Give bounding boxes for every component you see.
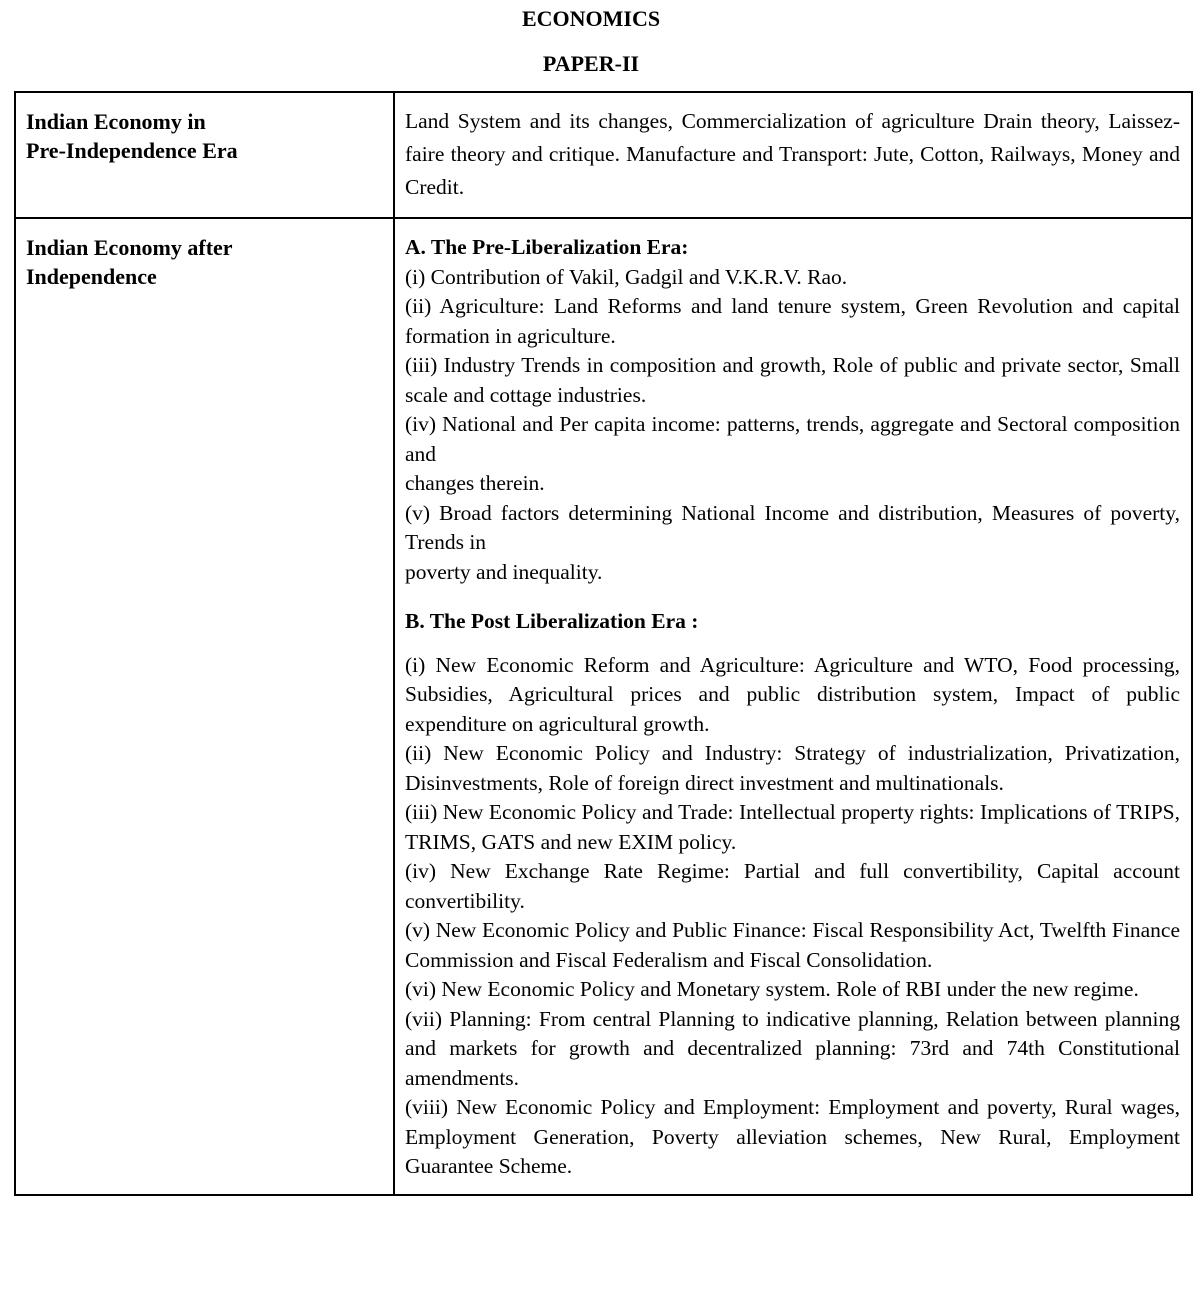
- list-item: (vi) New Economic Policy and Monetary system. Role of RBI under the new regime.: [405, 977, 1139, 1001]
- table-row: [15, 92, 1192, 218]
- table-row: [15, 218, 1192, 1195]
- list-item: (iv) New Exchange Rate Regime: Partial and full convertibility, Capital account convertibility.: [405, 859, 1180, 913]
- section-heading-b: B. The Post Liberalization Era :: [405, 609, 699, 633]
- list-item: (iv) National and Per capita income: patterns, trends, aggregate and Sectoral composition and: [405, 412, 1180, 466]
- list-item: (v) New Economic Policy and Public Finance: Fiscal Responsibility Act, Twelfth Finance Commission and Fiscal Federalism and Fiscal Consolidation.: [405, 918, 1180, 972]
- list-item: (i) New Economic Reform and Agriculture: Agriculture and WTO, Food processing, Subsidies, Agricultural prices and public distribution system, Impact of public expenditure on agricultural growth.: [405, 652, 1180, 736]
- list-item: (ii) Agriculture: Land Reforms and land tenure system, Green Revolution and capital formation in agriculture.: [405, 294, 1180, 348]
- list-item: (iii) Industry Trends in composition and growth, Role of public and private sector, Small scale and cottage industries.: [405, 353, 1180, 407]
- paper-title: PAPER-II: [542, 51, 640, 76]
- document-title: ECONOMICS: [521, 6, 661, 31]
- content-text: Land System and its changes, Commercialization of agriculture Drain theory, Laissez-faire theory and critique. Manufacture and Transport: Jute, Cotton, Railways, Money and Credit.: [405, 109, 1180, 199]
- section-heading-a: A. The Pre-Liberalization Era:: [405, 235, 689, 259]
- topic-label: Indian Economy in: [26, 109, 206, 134]
- list-item: (v) Broad factors determining National Income and distribution, Measures of poverty, Trends in: [405, 500, 1180, 554]
- topic-label: Indian Economy after: [26, 235, 233, 260]
- list-item: (iii) New Economic Policy and Trade: Intellectual property rights: Implications of TRIPS, TRIMS, GATS and new EXIM policy.: [405, 800, 1180, 854]
- list-item: changes therein.: [405, 471, 545, 495]
- list-item: (ii) New Economic Policy and Industry: Strategy of industrialization, Privatization, Disinvestments, Role of foreign direct investment and multinationals.: [405, 741, 1180, 795]
- topic-cell: [15, 92, 394, 218]
- topic-label: Pre-Independence Era: [26, 138, 238, 163]
- content-cell: [394, 218, 1192, 1195]
- list-item: (viii) New Economic Policy and Employment: Employment and poverty, Rural wages, Employment Generation, Poverty alleviation schemes, New Rural, Employment Guarantee Scheme.: [405, 1095, 1180, 1178]
- section-b-list: [405, 651, 1180, 1182]
- topic-cell: [15, 218, 394, 1195]
- list-item: (i) Contribution of Vakil, Gadgil and V.K.R.V. Rao.: [405, 264, 848, 289]
- list-item: poverty and inequality.: [405, 559, 603, 584]
- topic-label: Independence: [26, 264, 157, 289]
- list-item: (vii) Planning: From central Planning to indicative planning, Relation between planning and markets for growth and decentralized planning: 73rd and 74th Constitutional amendments.: [405, 1006, 1180, 1090]
- syllabus-table: [14, 91, 1193, 1196]
- content-cell: [394, 92, 1192, 218]
